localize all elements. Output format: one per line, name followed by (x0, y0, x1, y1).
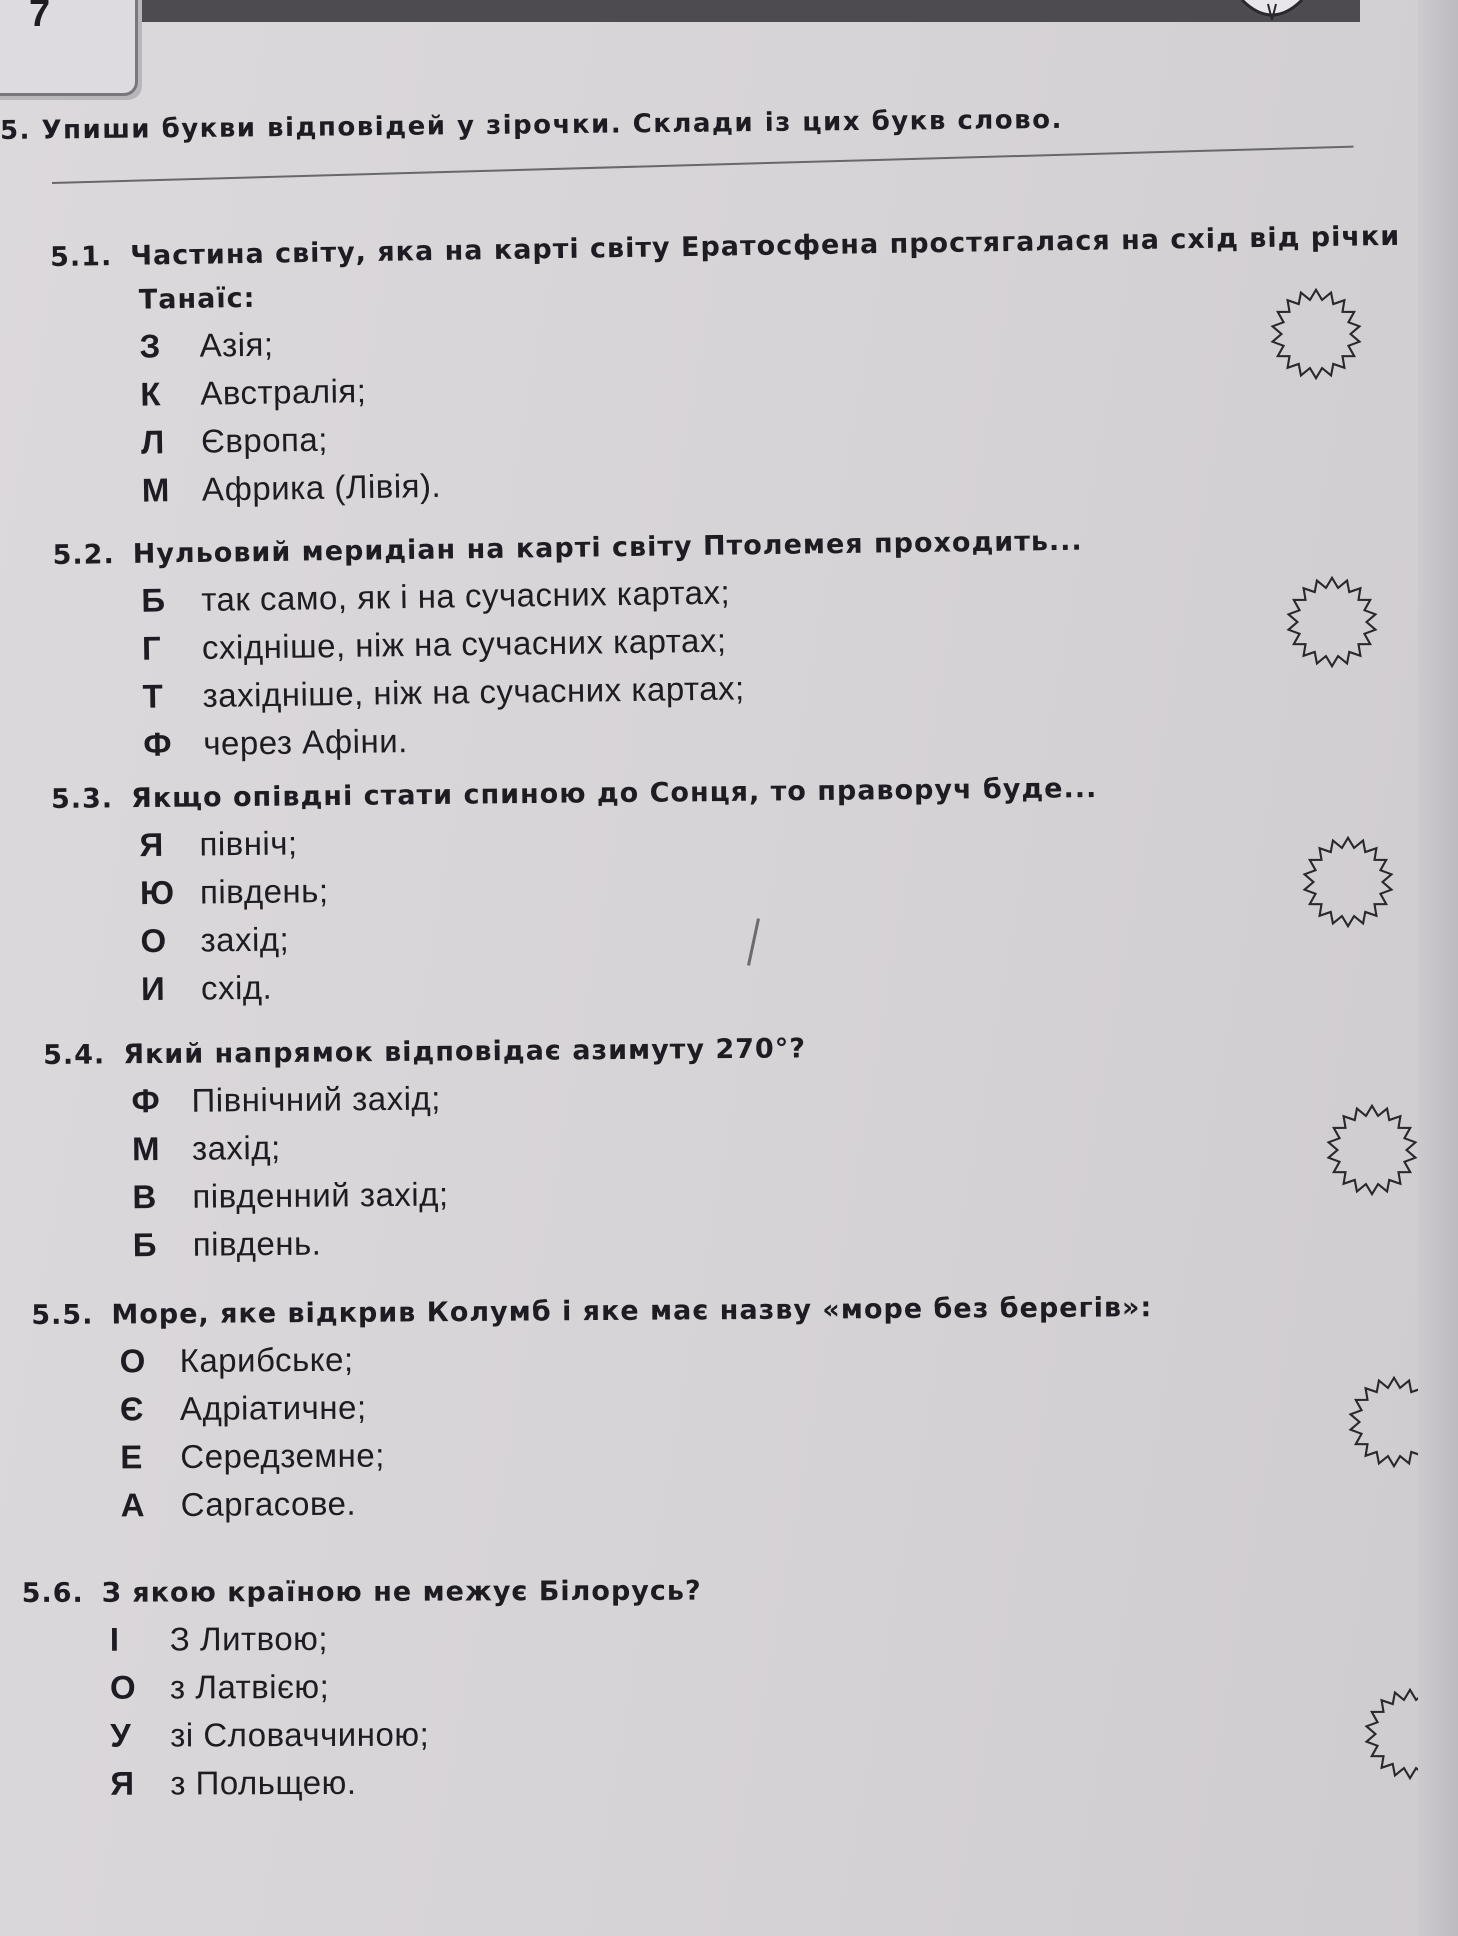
option-text: Саргасове. (180, 1484, 357, 1523)
option-letter: І (109, 1620, 120, 1658)
option (120, 1378, 1153, 1433)
option (110, 1662, 702, 1712)
option-text: західніше, ніж на сучасних картах; (202, 669, 745, 714)
question-text: Море, яке відкрив Колумб і яке має назву «море без берегів»: (111, 1292, 1153, 1331)
option (131, 1071, 806, 1125)
question-number: 5.1. (49, 241, 113, 274)
answer-star-icon[interactable] (1284, 574, 1380, 670)
option-letter: Б (141, 581, 166, 619)
option-text: південь. (192, 1224, 322, 1263)
option-text: південь; (199, 872, 329, 911)
option-text: зі Словаччиною; (170, 1715, 430, 1754)
question-5-6 (22, 1570, 703, 1808)
option (110, 1614, 702, 1664)
option (141, 955, 1100, 1013)
question-number: 5.5. (31, 1299, 94, 1332)
option-text: Карибське; (179, 1340, 354, 1379)
header-ornament-icon (1232, 0, 1312, 30)
option-text: північ; (199, 824, 298, 863)
question-number: 5.2. (52, 539, 115, 572)
question-5-1 (50, 215, 1404, 516)
page-binding (1418, 0, 1458, 1936)
option-letter: Л (140, 423, 165, 461)
option (133, 1215, 808, 1269)
option-letter: О (119, 1342, 146, 1380)
option-letter: М (141, 471, 170, 509)
option-letter: Ю (139, 873, 175, 912)
question-heading (22, 1570, 702, 1616)
option-letter: Г (141, 629, 161, 667)
page-number-tab (0, 0, 138, 96)
question-5-2 (52, 520, 1085, 770)
option-letter: В (132, 1178, 157, 1216)
question-heading (43, 1027, 806, 1078)
question-text: Нульовий меридіан на карті світу Птолемея проходить... (132, 525, 1083, 570)
option-text: через Афіни. (203, 722, 409, 762)
answer-line[interactable] (52, 146, 1354, 184)
option-letter: О (140, 921, 167, 960)
option-text: Азія; (199, 325, 274, 364)
option (110, 1758, 702, 1808)
option-letter: У (110, 1716, 131, 1754)
answer-star-icon[interactable] (1324, 1102, 1420, 1198)
option-text: Австралія; (199, 372, 367, 412)
option (119, 1330, 1152, 1385)
option-text: захід; (200, 920, 290, 959)
option-letter: К (140, 375, 161, 413)
option-letter: Я (110, 1764, 135, 1802)
option-letter: А (120, 1486, 145, 1524)
option-text: схід. (200, 968, 273, 1007)
question-5-3 (51, 767, 1100, 1014)
question-text-continued: Танаїс: (138, 282, 256, 316)
option-text: Європа; (200, 420, 329, 460)
option-letter: Т (142, 677, 164, 715)
option-letter: И (140, 969, 165, 1008)
option-letter: О (109, 1668, 136, 1706)
option-letter: Ф (143, 725, 172, 763)
header-band (0, 0, 1360, 22)
option-text: східніше, ніж на сучасних картах; (201, 621, 727, 666)
star-outline (1273, 290, 1360, 378)
option-letter: З (139, 327, 161, 365)
question-number: 5.3. (50, 783, 114, 816)
option-text: Адріатичне; (179, 1388, 367, 1427)
question-text: Частина світу, яка на карті світу Ератосфена простягалася на схід від річки (129, 220, 1401, 272)
option-letter: Ф (131, 1081, 160, 1120)
star-outline (1329, 1106, 1416, 1194)
option-text: Африка (Лівія). (201, 466, 442, 508)
option-text: Північний захід; (191, 1079, 442, 1119)
question-number: 5.6. (21, 1577, 84, 1610)
question-text: Який напрямок відповідає азимуту 270°? (123, 1033, 807, 1071)
option (120, 1426, 1153, 1481)
option-letter: Б (132, 1226, 157, 1264)
star-outline (1305, 838, 1392, 926)
option-letter: Я (139, 825, 164, 864)
answer-star-icon[interactable] (1268, 286, 1364, 382)
option-text: з Латвією; (169, 1667, 330, 1706)
option (132, 1167, 807, 1221)
option-text: З Литвою; (169, 1619, 329, 1658)
option-text: з Польщею. (170, 1763, 357, 1802)
option-text: так само, як і на сучасних картах; (201, 573, 731, 618)
question-text: З якою країною не межує Білорусь? (101, 1575, 702, 1609)
option-text: Середземне; (180, 1436, 385, 1475)
question-heading (31, 1286, 1152, 1338)
answer-star-icon[interactable] (1300, 834, 1396, 930)
task-title: 5. Упиши букви відповідей у зірочки. Склади із цих букв слово. (0, 104, 1064, 146)
question-number: 5.4. (43, 1039, 106, 1072)
option (110, 1710, 702, 1760)
question-5-5 (31, 1286, 1154, 1530)
page-number: 7 (29, 0, 51, 35)
option (132, 1119, 807, 1173)
option (120, 1474, 1153, 1529)
star-outline (1289, 578, 1376, 666)
option-letter: Е (120, 1438, 143, 1476)
question-text: Якщо опівдні стати спиною до Сонця, то праворуч буде... (130, 773, 1098, 815)
option-letter: Є (119, 1390, 144, 1428)
question-5-4 (43, 1027, 808, 1270)
option-text: південний захід; (192, 1175, 449, 1215)
option-text: захід; (191, 1128, 281, 1167)
option-letter: М (131, 1129, 160, 1168)
